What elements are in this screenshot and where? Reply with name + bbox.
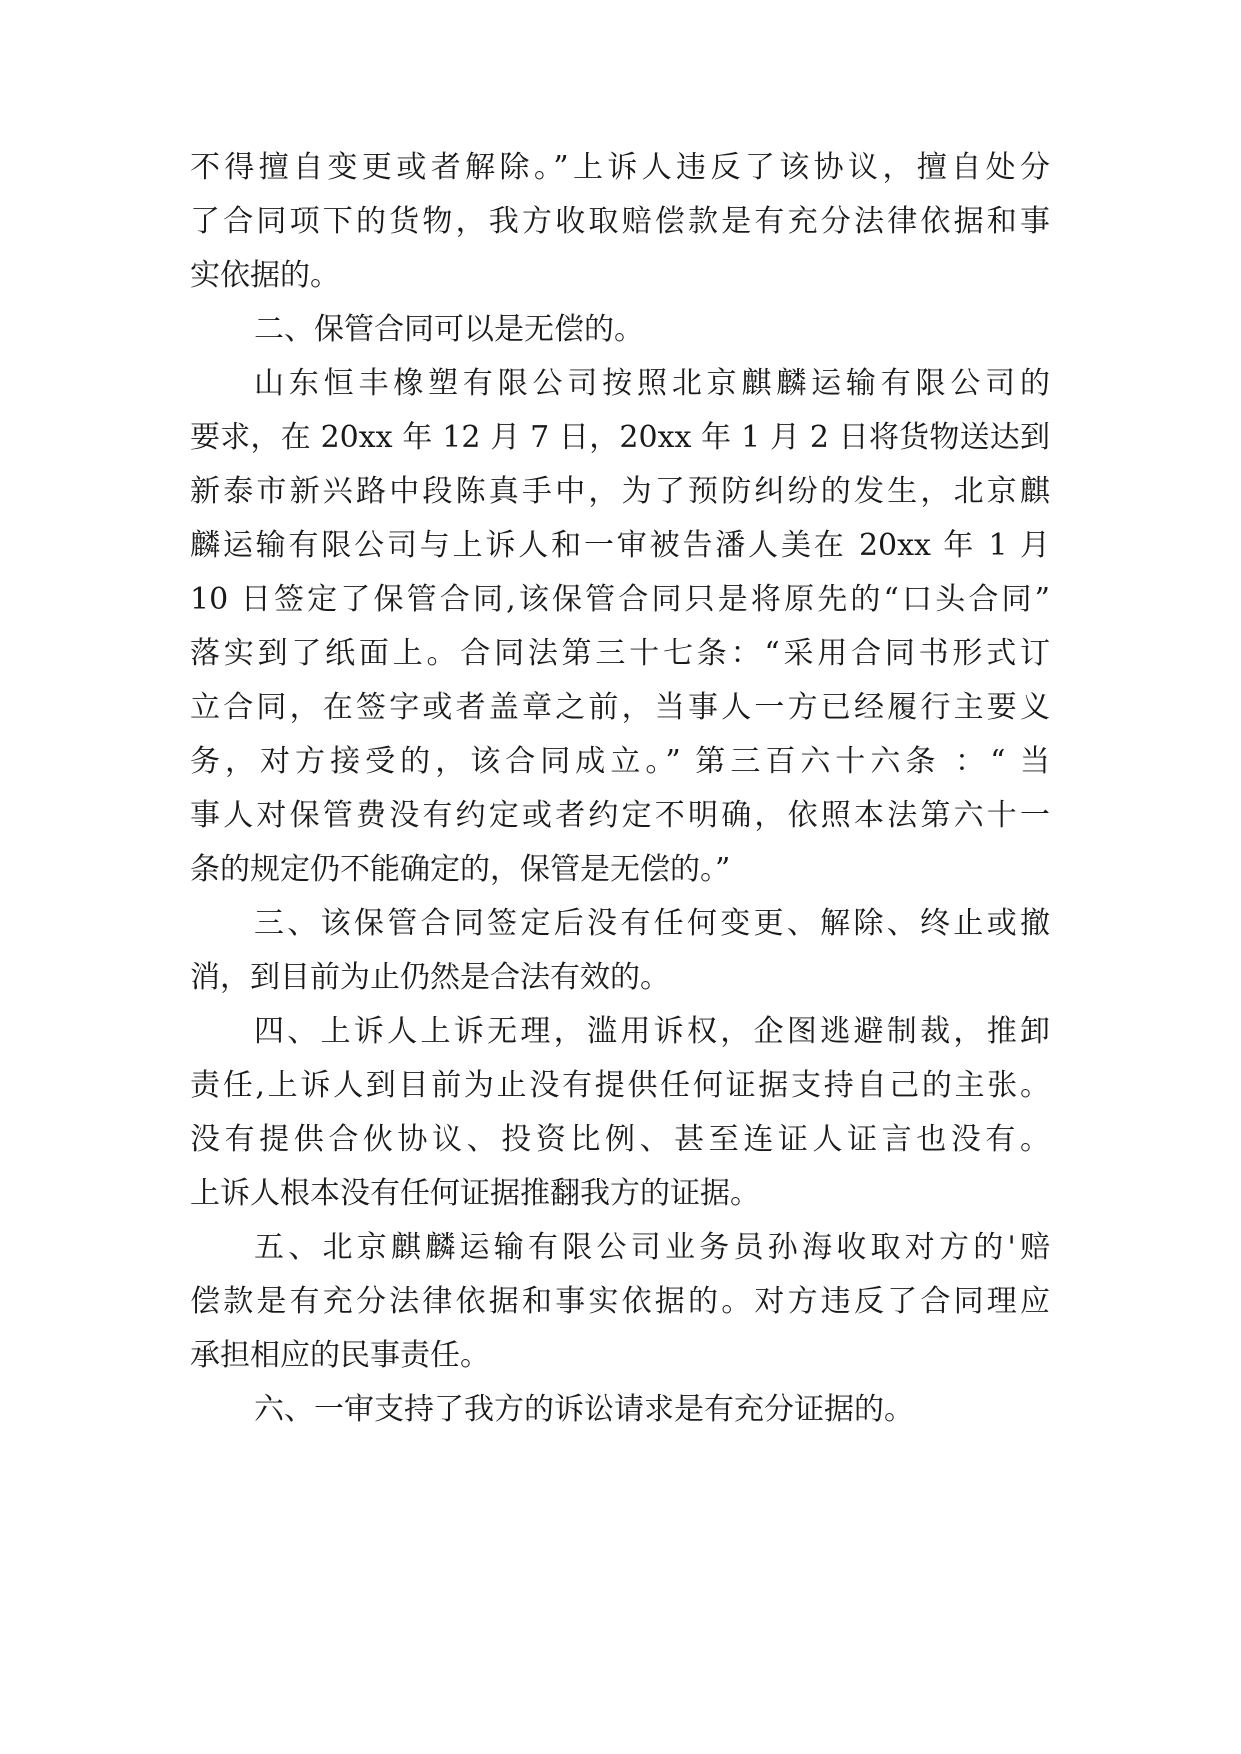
text-line: 落实到了纸面上。合同法第三十七条：“采用合同书形式订	[190, 636, 1050, 671]
text-line: 条的规定仍不能确定的，保管是无偿的。”	[190, 852, 731, 887]
text-line: 实依据的。	[190, 258, 340, 293]
text-line: 立合同，在签字或者盖章之前，当事人一方已经履行主要义	[190, 690, 1050, 725]
section-heading: 五、北京麒麟运输有限公司业务员孙海收取对方的'赔	[254, 1230, 1050, 1265]
text-line: 上诉人根本没有任何证据推翻我方的证据。	[190, 1176, 760, 1211]
section-heading: 三、该保管合同签定后没有任何变更、解除、终止或撤	[254, 906, 1050, 941]
text-line: 事人对保管费没有约定或者约定不明确，依照本法第六十一	[190, 798, 1050, 833]
text-line: 10 日签定了保管合同,该保管合同只是将原先的“口头合同”	[190, 582, 1050, 617]
text-line: 要求，在 20xx 年 12 月 7 日，20xx 年 1 月 2 日将货物送达到	[190, 420, 1050, 455]
text-line: 新泰市新兴路中段陈真手中，为了预防纠纷的发生，北京麒	[190, 474, 1050, 509]
text-line: 山东恒丰橡塑有限公司按照北京麒麟运输有限公司的	[254, 366, 1050, 401]
text-line: 承担相应的民事责任。	[190, 1338, 490, 1373]
text-line: 不得擅自变更或者解除。”上诉人违反了该协议，擅自处分	[190, 150, 1050, 185]
section-heading: 二、保管合同可以是无偿的。	[254, 312, 644, 347]
text-line: 责任,上诉人到目前为止没有提供任何证据支持自己的主张。	[190, 1068, 1050, 1103]
section-heading: 六、一审支持了我方的诉讼请求是有充分证据的。	[254, 1392, 914, 1427]
text-line: 没有提供合伙协议、投资比例、甚至连证人证言也没有。	[190, 1122, 1050, 1157]
text-line: 麟运输有限公司与上诉人和一审被告潘人美在 20xx 年 1 月	[190, 528, 1050, 563]
text-line: 务，对方接受的，该合同成立。” 第三百六十六条 ：“ 当	[190, 744, 1050, 779]
section-heading: 四、上诉人上诉无理，滥用诉权，企图逃避制裁，推卸	[254, 1014, 1050, 1049]
text-line: 消，到目前为止仍然是合法有效的。	[190, 960, 670, 995]
text-line: 偿款是有充分法律依据和事实依据的。对方违反了合同理应	[190, 1284, 1050, 1319]
text-line: 了合同项下的货物，我方收取赔偿款是有充分法律依据和事	[190, 204, 1050, 239]
